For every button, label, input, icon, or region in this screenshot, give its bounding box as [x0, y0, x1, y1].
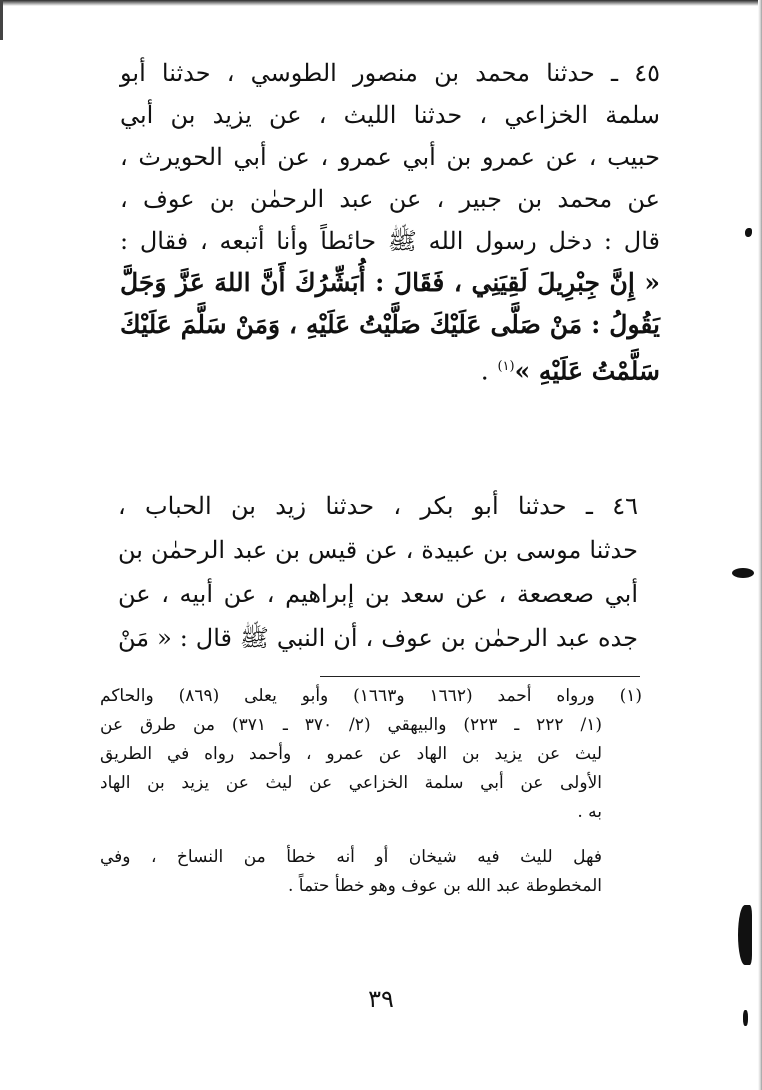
text-line: أبي صعصعة ، عن سعد بن إبراهيم ، عن أبيه ، عن: [118, 580, 638, 608]
text-line: ٤٥ ـ حدثنا محمد بن منصور الطوسي ، حدثنا أبو: [120, 59, 660, 87]
end-mark: .: [480, 356, 489, 386]
hadith-quote-line: يَقُولُ : مَنْ صَلَّى عَلَيْكَ صَلَّيْتُ عَلَيْهِ ، وَمَنْ سَلَّمَ عَلَيْكَ: [120, 310, 660, 339]
page-number: ٣٩: [368, 985, 394, 1013]
hadith-45-block: [120, 52, 660, 392]
text-line: ٤٦ ـ حدثنا أبو بكر ، حدثنا زيد بن الحباب ،: [118, 492, 638, 520]
scan-speck: [745, 228, 752, 237]
text-line: سلمة الخزاعي ، حدثنا الليث ، عن يزيد بن أبي: [120, 101, 660, 129]
footnote-line: (١/ ٢٢٢ ـ ٢٢٣) والبيهقي (٢/ ٣٧٠ ـ ٣٧١) من طرق عن: [100, 715, 602, 735]
hadith-quote-end: سَلَّمْتُ عَلَيْهِ »: [514, 356, 660, 386]
hadith-46-block: [118, 484, 638, 660]
hadith-quote-last-line: [120, 346, 660, 392]
footnote-line: ليث عن يزيد بن الهاد عن عمرو ، وأحمد رواه في الطريق: [100, 744, 602, 764]
text-line: حدثنا موسى بن عبيدة ، عن قيس بن عبد الرحمٰن بن: [118, 536, 638, 564]
footnote-note-line: المخطوطة عبد الله بن عوف وهو خطأ حتماً .: [287, 876, 602, 896]
footnote-note-line: فهل لليث فيه شيخان أو أنه خطأ من النساخ ، وفي: [100, 847, 602, 867]
footnote-line: الأولى عن أبي سلمة الخزاعي عن ليث عن يزيد بن الهاد: [100, 773, 602, 793]
text-line: عن محمد بن جبير ، عن عبد الرحمٰن بن عوف ،: [120, 185, 660, 213]
text-line: حبيب ، عن عمرو بن أبي عمرو ، عن أبي الحويرث ،: [120, 143, 660, 171]
text-line: قال : دخل رسول الله ﷺ حائطاً وأنا أتبعه ، فقال :: [120, 227, 660, 255]
scan-edge-top: [0, 0, 762, 6]
scan-speck: [738, 905, 752, 965]
footnote-reference: (١): [497, 359, 515, 374]
hadith-quote-line: « إِنَّ جِبْرِيلَ لَقِيَنِي ، فَقَالَ : أُبَشِّرُكَ أَنَّ اللهَ عَزَّ وَجَلَّ: [120, 268, 660, 297]
footnotes-block: [100, 682, 642, 901]
footnote-line: (١) ورواه أحمد (١٦٦٢ و١٦٦٣) وأبو يعلى (٨٦٩) والحاكم: [100, 686, 642, 706]
scan-speck: [732, 568, 754, 578]
text-line: جده عبد الرحمٰن بن عوف ، أن النبي ﷺ قال : « مَنْ: [118, 624, 638, 652]
footnote-line: به .: [577, 802, 602, 822]
scan-edge-left: [0, 0, 3, 40]
footnote-divider: [320, 676, 640, 677]
scan-edge-right: [758, 0, 762, 1090]
